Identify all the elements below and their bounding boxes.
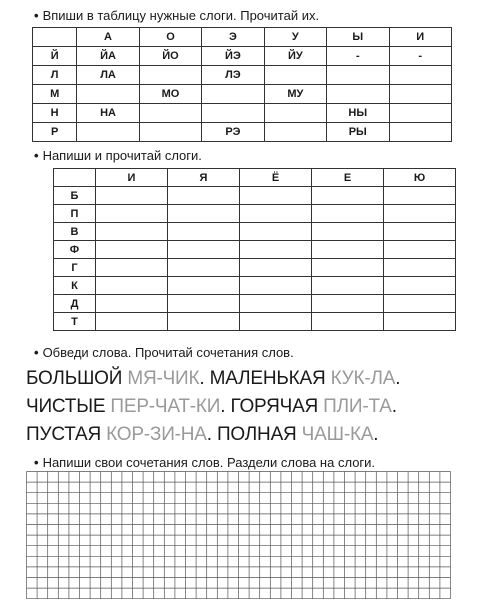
- table2-cell[interactable]: [168, 295, 240, 313]
- bullet-1: •: [34, 8, 39, 23]
- instruction-4-text: Напиши свои сочетания слов. Раздели слова на слоги.: [42, 455, 376, 470]
- table1-cell: ЙЭ: [202, 47, 264, 66]
- table1-header-cell: [33, 28, 77, 47]
- phrase-noun-to-trace[interactable]: ЧАШ-КА: [301, 424, 374, 445]
- table1-row-label: М: [33, 85, 77, 104]
- table2-row-label: Г: [54, 259, 96, 277]
- table2-cell[interactable]: [168, 259, 240, 277]
- phrase-line: [26, 368, 400, 390]
- table1-row: [33, 123, 452, 142]
- table1-row-label: Й: [33, 47, 77, 66]
- table2-row-label: В: [54, 223, 96, 241]
- table1-cell: -: [389, 47, 452, 66]
- table1-cell: -: [327, 47, 389, 66]
- table2-row: [54, 223, 456, 241]
- table1-row-label: Л: [33, 66, 77, 85]
- table1-row: [33, 47, 452, 66]
- table1-cell[interactable]: [139, 104, 201, 123]
- table2-cell[interactable]: [312, 205, 384, 223]
- table2-cell[interactable]: [312, 295, 384, 313]
- table2-row: [54, 205, 456, 223]
- phrase-period: .: [391, 396, 397, 417]
- phrase-line: [26, 424, 378, 446]
- table2-row-label: К: [54, 277, 96, 295]
- bullet-3: •: [34, 345, 39, 360]
- table2-cell[interactable]: [96, 295, 168, 313]
- phrase-adjective: БОЛЬШОЙ: [26, 368, 123, 389]
- table2-cell[interactable]: [168, 187, 240, 205]
- table1-row-label: Н: [33, 104, 77, 123]
- phrase-line: [26, 396, 397, 418]
- phrase-noun-to-trace[interactable]: КОР-ЗИ-НА: [106, 424, 207, 445]
- table1-cell[interactable]: [202, 104, 264, 123]
- table2-cell[interactable]: [240, 313, 312, 331]
- table2-cell[interactable]: [240, 205, 312, 223]
- table1-row-label: Р: [33, 123, 77, 142]
- table1-cell: РЫ: [327, 123, 389, 142]
- table1-row: [33, 104, 452, 123]
- table2-cell[interactable]: [384, 223, 456, 241]
- table2-cell[interactable]: [96, 223, 168, 241]
- instruction-4: [34, 455, 375, 470]
- table1-cell: ЙО: [139, 47, 201, 66]
- table2-cell[interactable]: [168, 205, 240, 223]
- phrase-period: .: [199, 368, 205, 389]
- syllable-table-2: [53, 168, 456, 331]
- instruction-2: [34, 148, 202, 163]
- table2-cell[interactable]: [96, 205, 168, 223]
- table1-header-cell: И: [389, 28, 452, 47]
- table1-cell[interactable]: [389, 123, 452, 142]
- table1-cell: ЛЭ: [202, 66, 264, 85]
- table2-cell[interactable]: [96, 313, 168, 331]
- table1-row: [33, 66, 452, 85]
- phrase-adjective: МАЛЕНЬКАЯ: [209, 368, 326, 389]
- bullet-2: •: [34, 148, 39, 163]
- phrase-adjective: ГОРЯЧАЯ: [230, 396, 319, 417]
- table1-cell[interactable]: [264, 66, 326, 85]
- table2-cell[interactable]: [168, 313, 240, 331]
- table2-cell[interactable]: [240, 241, 312, 259]
- table2-row-label: Д: [54, 295, 96, 313]
- table2-cell[interactable]: [240, 295, 312, 313]
- table1-cell: НА: [77, 104, 139, 123]
- table2-row: [54, 313, 456, 331]
- table1-cell: ЛА: [77, 66, 139, 85]
- writing-grid[interactable]: [26, 471, 456, 599]
- table2-cell[interactable]: [312, 187, 384, 205]
- table2-row: [54, 277, 456, 295]
- table1-cell[interactable]: [389, 85, 452, 104]
- table2-cell[interactable]: [384, 241, 456, 259]
- table1-header-cell: О: [139, 28, 201, 47]
- phrase-adjective: ПУСТАЯ: [26, 424, 101, 445]
- table1-cell[interactable]: [327, 66, 389, 85]
- table2-cell[interactable]: [312, 241, 384, 259]
- table2-cell[interactable]: [240, 187, 312, 205]
- table2-cell[interactable]: [96, 277, 168, 295]
- table2-cell[interactable]: [312, 313, 384, 331]
- instruction-2-text: Напиши и прочитай слоги.: [42, 148, 202, 163]
- table2-cell[interactable]: [240, 259, 312, 277]
- table1-cell[interactable]: [264, 123, 326, 142]
- syllable-table-1: [32, 27, 452, 142]
- table1-cell[interactable]: [264, 104, 326, 123]
- table2-row: [54, 295, 456, 313]
- table1-cell[interactable]: [77, 85, 139, 104]
- table1-cell[interactable]: [327, 85, 389, 104]
- phrase-period: .: [220, 396, 226, 417]
- instruction-1: [34, 8, 319, 23]
- phrase-noun-to-trace[interactable]: МЯ-ЧИК: [127, 368, 200, 389]
- table2-cell[interactable]: [240, 277, 312, 295]
- phrase-noun-to-trace[interactable]: КУК-ЛА: [330, 368, 396, 389]
- phrase-noun-to-trace[interactable]: ПЕР-ЧАТ-КИ: [110, 396, 221, 417]
- table2-cell[interactable]: [312, 277, 384, 295]
- table2-header-cell: Е: [312, 169, 384, 187]
- phrase-noun-to-trace[interactable]: ПЛИ-ТА: [323, 396, 392, 417]
- table1-cell[interactable]: [202, 85, 264, 104]
- table2-cell[interactable]: [384, 259, 456, 277]
- phrase-adjective: ПОЛНАЯ: [216, 424, 297, 445]
- table2-cell[interactable]: [384, 205, 456, 223]
- table2-row: [54, 187, 456, 205]
- table1-cell[interactable]: [139, 123, 201, 142]
- table2-header-cell: [54, 169, 96, 187]
- table2-row-label: Б: [54, 187, 96, 205]
- table1-cell[interactable]: [139, 66, 201, 85]
- table2-row: [54, 259, 456, 277]
- table2-cell[interactable]: [96, 241, 168, 259]
- table1-cell: ЙА: [77, 47, 139, 66]
- table2-header-cell: Я: [168, 169, 240, 187]
- bullet-4: •: [34, 455, 39, 470]
- table2-cell[interactable]: [168, 277, 240, 295]
- table2-cell[interactable]: [312, 223, 384, 241]
- table2-cell[interactable]: [96, 259, 168, 277]
- table2-row: [54, 241, 456, 259]
- table1-cell[interactable]: [77, 123, 139, 142]
- instruction-3-text: Обведи слова. Прочитай сочетания слов.: [42, 345, 294, 360]
- table1-cell[interactable]: [389, 66, 452, 85]
- table1-cell: МУ: [264, 85, 326, 104]
- table2-row-label: Ф: [54, 241, 96, 259]
- table2-cell[interactable]: [312, 259, 384, 277]
- table1-header-cell: Ы: [327, 28, 389, 47]
- table2-header-cell: И: [96, 169, 168, 187]
- table2-cell[interactable]: [384, 277, 456, 295]
- table2-cell[interactable]: [384, 295, 456, 313]
- table1-cell: НЫ: [327, 104, 389, 123]
- table1-row: [33, 85, 452, 104]
- table1-cell: МО: [139, 85, 201, 104]
- instruction-1-text: Впиши в таблицу нужные слоги. Прочитай их.: [42, 8, 320, 23]
- table1-header-cell: А: [77, 28, 139, 47]
- table2-cell[interactable]: [168, 241, 240, 259]
- table2-cell[interactable]: [168, 223, 240, 241]
- table2-cell[interactable]: [384, 187, 456, 205]
- table1-cell: ЙУ: [264, 47, 326, 66]
- instruction-3: [34, 345, 294, 360]
- table2-header-cell: Ё: [240, 169, 312, 187]
- table2-row-label: П: [54, 205, 96, 223]
- phrase-adjective: ЧИСТЫЕ: [26, 396, 106, 417]
- table2-header-cell: Ю: [384, 169, 456, 187]
- table1-header-cell: Э: [202, 28, 264, 47]
- table1-header-cell: У: [264, 28, 326, 47]
- phrase-period: .: [373, 424, 379, 445]
- table1-cell: РЭ: [202, 123, 264, 142]
- table2-cell[interactable]: [240, 223, 312, 241]
- table2-row-label: Т: [54, 313, 96, 331]
- table2-cell[interactable]: [384, 313, 456, 331]
- phrase-period: .: [206, 424, 212, 445]
- phrase-period: .: [395, 368, 401, 389]
- table1-cell[interactable]: [389, 104, 452, 123]
- table2-cell[interactable]: [96, 187, 168, 205]
